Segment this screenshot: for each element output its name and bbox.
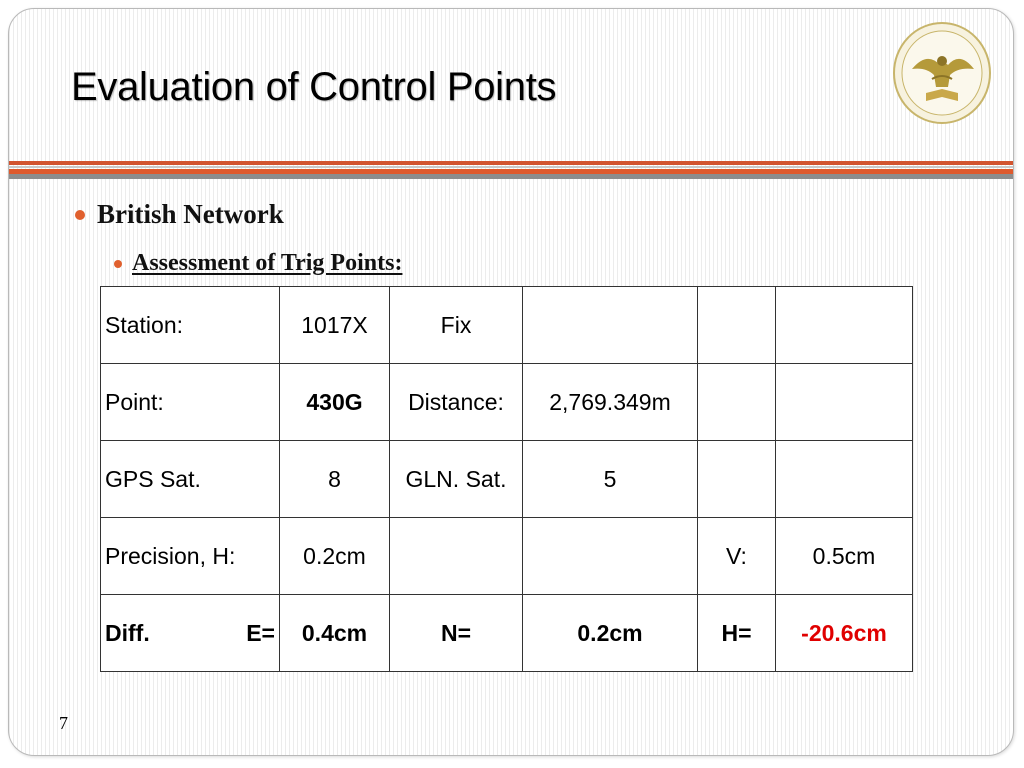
table-cell: Station: [101, 287, 280, 364]
bullet-level2-text: Assessment of Trig Points: [132, 250, 403, 276]
table-cell: H= [698, 595, 776, 672]
header-divider [9, 153, 1013, 181]
table-cell: 8 [280, 441, 390, 518]
table-cell [698, 364, 776, 441]
table-cell [523, 518, 698, 595]
table-cell [776, 441, 913, 518]
table-cell [698, 287, 776, 364]
bullet-level1-text: British Network [97, 199, 284, 229]
table-cell-diff [101, 595, 280, 672]
slide-title: Evaluation of Control Points [71, 65, 557, 109]
table-cell: 0.2cm [280, 518, 390, 595]
table-cell: 2,769.349m [523, 364, 698, 441]
bullet-dot-icon [75, 210, 85, 220]
table-cell: 1017X [280, 287, 390, 364]
bullet-dot-icon [114, 260, 122, 268]
trig-points-table [100, 286, 913, 672]
table-cell: 0.4cm [280, 595, 390, 672]
bullet-level1 [75, 199, 284, 230]
title-area [9, 9, 1013, 159]
table-cell: 5 [523, 441, 698, 518]
slide-frame [8, 8, 1014, 756]
table-cell [776, 364, 913, 441]
table-cell: 430G [280, 364, 390, 441]
table-cell [390, 518, 523, 595]
bullet-level2 [114, 250, 402, 277]
table-cell: N= [390, 595, 523, 672]
table-row [101, 595, 913, 672]
table-row [101, 441, 913, 518]
table-cell-highlight: -20.6cm [776, 595, 913, 672]
diff-label: Diff. [105, 619, 150, 646]
table-row [101, 518, 913, 595]
table-cell: 0.2cm [523, 595, 698, 672]
table-cell [523, 287, 698, 364]
university-seal-eagle-icon [892, 21, 992, 125]
table-cell: V: [698, 518, 776, 595]
table-cell: Distance: [390, 364, 523, 441]
table-cell: Fix [390, 287, 523, 364]
table-cell: Point: [101, 364, 280, 441]
table-row [101, 364, 913, 441]
table-cell: Precision, H: [101, 518, 280, 595]
table-cell [698, 441, 776, 518]
table-cell: GPS Sat. [101, 441, 280, 518]
table-row [101, 287, 913, 364]
table-cell [776, 287, 913, 364]
diff-e-label: E= [246, 619, 275, 646]
table-cell: 0.5cm [776, 518, 913, 595]
table-cell: GLN. Sat. [390, 441, 523, 518]
page-number: 7 [59, 713, 68, 733]
